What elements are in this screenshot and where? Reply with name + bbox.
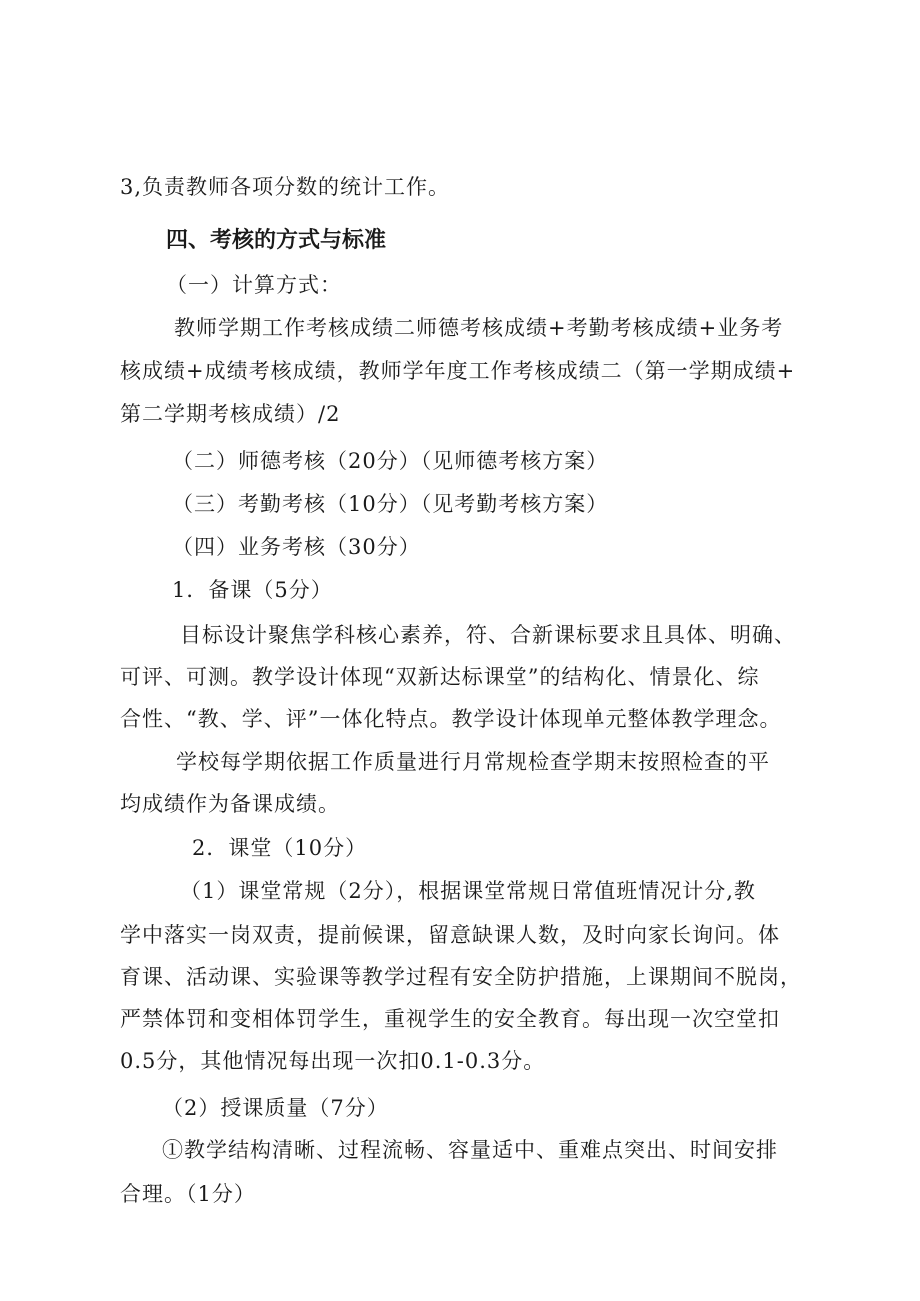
paragraph-line: 学中落实一岗双责，提前候课，留意缺课人数，及时向家长询问。体 (120, 923, 780, 947)
subsection-heading-1: （一）计算方式： (166, 273, 342, 297)
paragraph-line: 育课、活动课、实验课等教学过程有安全防护措施，上课期间不脱岗， (120, 965, 802, 989)
paragraph-line: 合性、“教、学、评”一体化特点。教学设计体现单元整体教学理念。 (120, 707, 782, 731)
paragraph-line: 目标设计聚焦学科核心素养，符、合新课标要求且具体、明确、 (180, 623, 796, 647)
paragraph-line: 学校每学期依据工作质量进行月常规检查学期末按照检查的平 (176, 750, 770, 774)
paragraph-line: ①教学结构清晰、过程流畅、容量适中、重难点突出、时间安排 (162, 1138, 778, 1162)
paragraph-line: 合理。（1分） (120, 1182, 256, 1206)
subitem-heading-2: （2）授课质量（7分） (162, 1096, 389, 1120)
paragraph-line: 可评、可测。教学设计体现“双新达标课堂”的结构化、情景化、综 (120, 665, 760, 689)
paragraph-line: 0.5分，其他情况每出现一次扣0.1-0.3分。 (120, 1049, 546, 1073)
duty-item-3: 3,负责教师各项分数的统计工作。 (120, 175, 451, 199)
paragraph-line: 第二学期考核成绩）/2 (120, 402, 341, 426)
paragraph-line: 严禁体罚和变相体罚学生，重视学生的安全教育。每出现一次空堂扣 (120, 1007, 780, 1031)
item-heading-1: 1．备课（5分） (172, 578, 333, 602)
paragraph-line: （1）课堂常规（2分），根据课堂常规日常值班情况计分,教 (180, 879, 756, 903)
paragraph-line: 均成绩作为备课成绩。 (120, 792, 340, 816)
subsection-heading-2: （二）师德考核（20分）（见师德考核方案） (172, 449, 609, 473)
paragraph-line: 核成绩+成绩考核成绩，教师学年度工作考核成绩二（第一学期成绩+ (120, 359, 796, 383)
section-heading-4: 四、考核的方式与标准 (166, 228, 387, 253)
subsection-heading-3: （三）考勤考核（10分）（见考勤考核方案） (172, 492, 609, 516)
item-heading-2: 2．课堂（10分） (192, 836, 368, 860)
subsection-heading-4: （四）业务考核（30分） (172, 535, 421, 559)
paragraph-line: 教师学期工作考核成绩二师德考核成绩+考勤考核成绩+业务考 (174, 316, 784, 340)
